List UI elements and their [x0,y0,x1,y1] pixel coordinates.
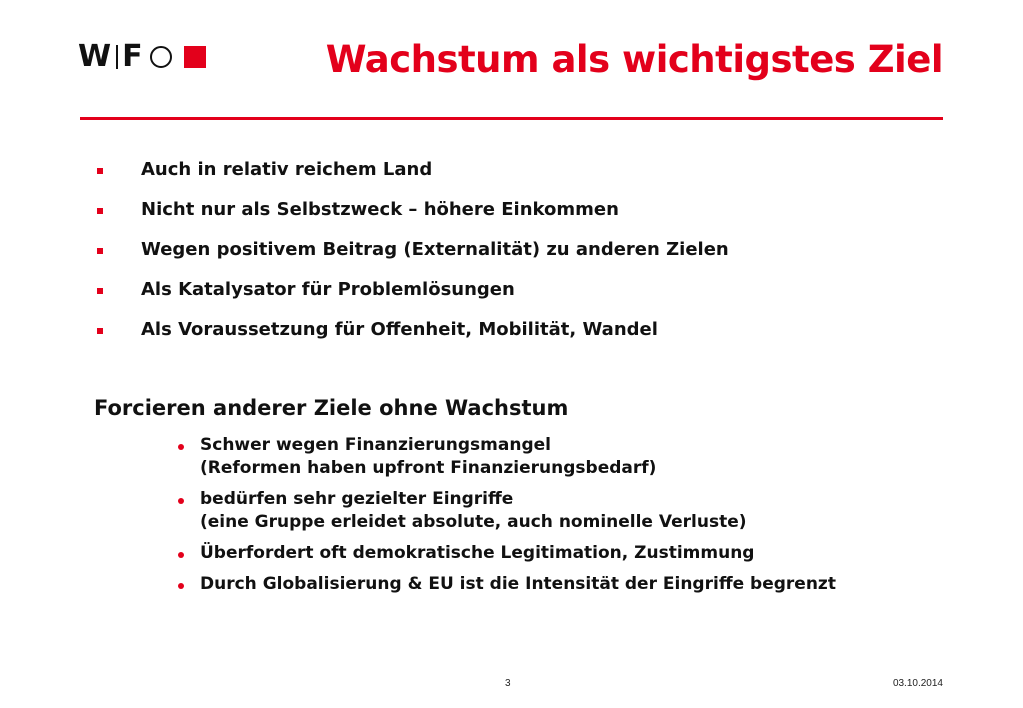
sub-bullet-note: (eine Gruppe erleidet absolute, auch nominelle Verluste) [200,512,747,532]
bullet-item [95,195,729,235]
square-bullet-icon [97,288,103,294]
round-bullet-icon [178,552,184,558]
logo-circle-icon [150,46,172,68]
round-bullet-icon [178,583,184,589]
main-bullet-list [95,155,729,355]
sub-bullet-list [176,434,836,604]
round-bullet-icon [178,444,184,450]
square-bullet-icon [97,168,103,174]
slide-title: Wachstum als wichtigstes Ziel [325,38,943,81]
bullet-text: Auch in relativ reichem Land [141,159,433,180]
sub-bullet-text: Überfordert oft demokratische Legitimation, Zustimmung [200,543,755,563]
page-number: 3 [505,678,511,689]
square-bullet-icon [97,248,103,254]
bullet-item [95,315,729,355]
sub-bullet-item [176,434,836,480]
bullet-item [95,155,729,195]
bullet-item [95,275,729,315]
bullet-text: Nicht nur als Selbstzweck – höhere Einkommen [141,199,619,220]
bullet-text: Als Katalysator für Problemlösungen [141,279,515,300]
sub-bullet-note: (Reformen haben upfront Finanzierungsbedarf) [200,458,657,478]
round-bullet-icon [178,498,184,504]
bullet-text: Als Voraussetzung für Offenheit, Mobilität, Wandel [141,319,658,340]
sub-bullet-item [176,542,836,565]
bullet-text: Wegen positivem Beitrag (Externalität) zu anderen Zielen [141,239,729,260]
sub-bullet-item [176,573,836,596]
logo-letter-f: F [122,39,144,74]
section-heading: Forcieren anderer Ziele ohne Wachstum [94,396,569,420]
sub-bullet-text: bedürfen sehr gezielter Eingriffe [200,489,514,509]
logo-divider [116,45,118,69]
wifo-logo [78,40,206,74]
bullet-item [95,235,729,275]
square-bullet-icon [97,328,103,334]
sub-bullet-text: Schwer wegen Finanzierungsmangel [200,435,551,455]
sub-bullet-text: Durch Globalisierung & EU ist die Intensität der Eingriffe begrenzt [200,574,836,594]
title-divider [80,117,943,120]
square-bullet-icon [97,208,103,214]
sub-bullet-item [176,488,836,534]
logo-square-icon [184,46,206,68]
logo-letter-w: W [78,39,113,74]
footer-date: 03.10.2014 [892,678,943,689]
